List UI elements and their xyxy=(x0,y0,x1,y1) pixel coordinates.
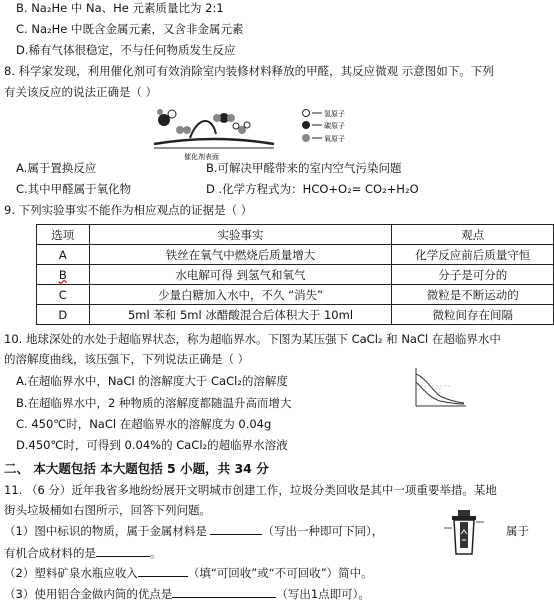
q8-legend xyxy=(300,108,360,148)
row-view: 化学反应前后质量守恒 xyxy=(392,245,554,265)
row-view: 分子是可分的 xyxy=(392,265,554,285)
table-row xyxy=(37,245,554,265)
table-row xyxy=(37,305,554,325)
q8-option-c: C.其中甲醛属于氧化物 xyxy=(16,182,132,196)
q8-option-d: D .化学方程式为：HCO+O₂= CO₂+H₂O xyxy=(206,182,419,196)
row-fact: 少量白糖加入水中，不久 “消失” xyxy=(89,285,392,305)
q7-option-d: D.稀有气体很稳定，不与任何物质发生反应 xyxy=(16,43,236,57)
col-header-option: 选项 xyxy=(37,225,90,245)
row-view: 微粒间存在间隔 xyxy=(392,305,554,325)
section-2-title: 二、 本大题包括 本大题包括 5 小题，共 34 分 xyxy=(4,461,269,476)
answer-blank[interactable] xyxy=(172,586,276,598)
table-header-row xyxy=(37,225,554,245)
q10-option-c: C. 450℃时，NaCl 在超临界水的溶解度为 0.04g xyxy=(16,417,272,431)
q9-stem: 9. 下列实验事实不能作为相应观点的证据是（ ） xyxy=(4,203,253,217)
formaldehyde-molecule-icon xyxy=(157,109,176,126)
trash-bin-illustration xyxy=(440,508,488,556)
row-view: 微粒是不断运动的 xyxy=(392,285,554,305)
q11-line1: 11. （6 分）近年我省多地纷纷展开文明城市创建工作，垃圾分类回收是其中一项重要举措。某地 xyxy=(4,483,497,497)
q9-table xyxy=(36,224,554,325)
oxygen-molecule-icon xyxy=(176,126,191,134)
answer-blank[interactable] xyxy=(138,565,188,577)
row-option: A xyxy=(37,245,90,265)
q11-part1-tail: 属于 xyxy=(506,524,529,538)
q11-part2: （2）塑料矿泉水瓶应收入 （填“可回收”或“不可回收”）简中。 xyxy=(4,566,373,580)
table-row xyxy=(37,285,554,305)
answer-blank[interactable] xyxy=(210,523,262,535)
q11-line2: 街头垃圾桶如右图所示，回答下列问题。 xyxy=(4,503,211,517)
reaction-arrow-icon xyxy=(190,121,216,138)
svg-text:碳原子: 碳原子 xyxy=(324,122,345,130)
row-fact: 5ml 苯和 5ml 冰醋酸混合后体积大于 10ml xyxy=(89,305,392,325)
row-option: D xyxy=(37,305,90,325)
answer-blank[interactable] xyxy=(96,545,150,557)
q10-option-a: A.在超临界水中，NaCl 的溶解度大于 CaCl₂的溶解度 xyxy=(16,374,288,388)
row-option: C xyxy=(37,285,90,305)
svg-text:氧原子: 氧原子 xyxy=(324,135,345,143)
q10-option-d: D.450℃时，可得到 0.04%的 CaCl₂的超临界水溶液 xyxy=(16,438,288,452)
q8-option-a: A.属于置换反应 xyxy=(16,161,97,175)
q8-reaction-diagram xyxy=(150,104,280,162)
q11-part3: （3）使用铝合金做内筒的优点是 （写出1点即可）。 xyxy=(4,587,370,601)
catalyst-label: 催化剂表面 xyxy=(184,153,219,161)
product-molecules-icon xyxy=(213,113,250,134)
table-row xyxy=(37,265,554,285)
row-fact: 铁丝在氧气中燃烧后质量增大 xyxy=(89,245,392,265)
q11-part1-line2: 有机合成材料的是 。 xyxy=(4,546,162,560)
svg-text:氢原子: 氢原子 xyxy=(324,110,345,118)
q10-stem-line1: 10. 地球深处的水处于超临界状态，称为超临界水。下图为某压强下 CaCl₂ 和 NaCl 在超临界水中 xyxy=(4,332,501,346)
q8-stem-line1: 8. 科学家发现，利用催化剂可有效消除室内装修材料释放的甲醛，其反应微观 示意图如下。下列 xyxy=(4,64,494,78)
row-fact: 水电解可得 到氢气和氧气 xyxy=(89,265,392,285)
q7-option-c: C. Na₂He 中既含金属元素，又含非金属元素 xyxy=(16,22,244,36)
q8-stem-line2: 有关该反应的说法正确是（ ） xyxy=(4,85,158,99)
q10-solubility-chart-thumbnail xyxy=(410,366,468,412)
q7-option-b: B. Na₂He 中 Na、He 元素质量比为 2:1 xyxy=(16,1,224,15)
q10-option-b: B.在超临界水中，2 种物质的溶解度都随温升高而增大 xyxy=(16,396,292,410)
q8-option-b: B.可解决甲醛带来的室内空气污染问题 xyxy=(206,161,402,175)
row-option: B xyxy=(37,265,90,285)
col-header-view: 观点 xyxy=(392,225,554,245)
col-header-fact: 实验事实 xyxy=(89,225,392,245)
q11-part1-line1: （1）图中标识的物质，属于金属材料是 （写出一种即可下同）， xyxy=(4,524,384,538)
q10-stem-line2: 的溶解度曲线，该压强下，下列说法正确是（ ） xyxy=(4,352,250,366)
catalyst-surface-icon xyxy=(154,139,274,144)
